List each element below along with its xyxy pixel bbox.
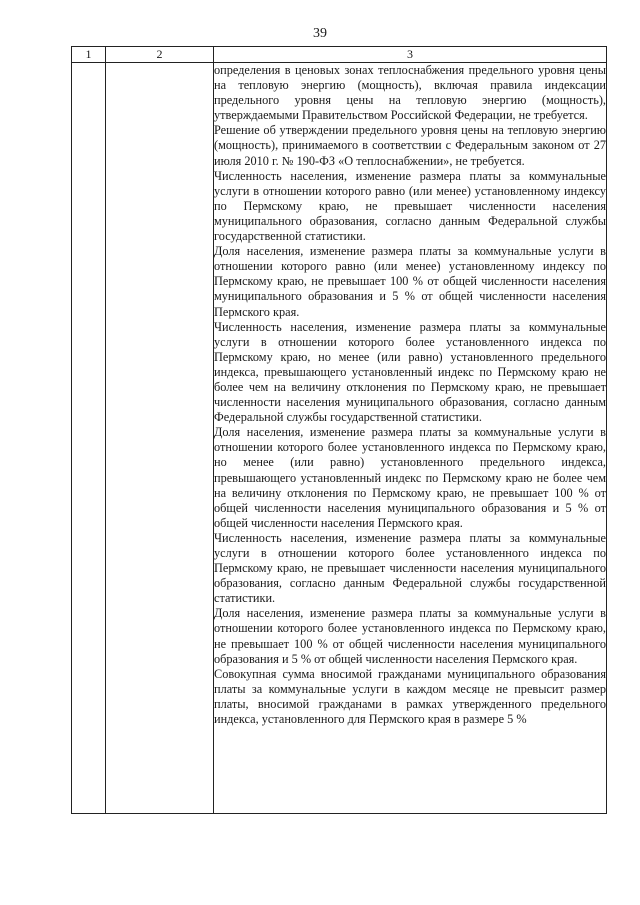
column-header-2: 2 xyxy=(106,47,214,63)
paragraph: Численность населения, изменение размера платы за коммунальные услуги в отношении которого более установленного индекса по Пермскому краю, но менее (или равно) установленного предельного индекса, превышающего установленный индекс по Пермскому краю не более чем на величину отклонения по Пермскому краю, не превышает численности населения муниципального образования, согласно данным Федеральной службы государственной статистики. xyxy=(214,319,606,425)
paragraph: Численность населения, изменение размера платы за коммунальные услуги в отношении которого более установленного индекса по Пермскому краю, не превышает численности населения муниципального образования, согласно данным Федеральной службы государственной статистики. xyxy=(214,530,606,606)
paragraph: Доля населения, изменение размера платы за коммунальные услуги в отношении которого более установленного индекса по Пермскому краю, не превышает 100 % от общей численности населения муниципального образования и 5 % от общей численности населения Пермского края. xyxy=(214,606,606,666)
paragraph: Решение об утверждении предельного уровня цены на тепловую энергию (мощность), принимаемого в соответствии с Федеральным законом от 27 июля 2010 г. № 190-ФЗ «О теплоснабжении», не требуется. xyxy=(214,123,606,168)
table-row xyxy=(72,63,607,814)
column-header-1: 1 xyxy=(72,47,106,63)
paragraph: определения в ценовых зонах теплоснабжения предельного уровня цены на тепловую энергию (мощность), включая правила индексации предельного уровня цены на тепловую энергию (мощность), утверждаемыми Правительством Российской Федерации, не требуется. xyxy=(214,63,606,123)
paragraph: Совокупная сумма вносимой гражданами муниципального образования платы за коммунальные услуги в каждом месяце не превысит размер платы, вносимой гражданами в рамках утвержденного предельного индекса, установленного для Пермского края в размере 5 % xyxy=(214,666,606,727)
cell-col-1 xyxy=(72,63,106,814)
page-number: 39 xyxy=(313,26,327,41)
cell-col-2 xyxy=(106,63,214,814)
table-header-row xyxy=(72,47,607,63)
column-header-3: 3 xyxy=(214,47,607,63)
paragraph: Доля населения, изменение размера платы за коммунальные услуги в отношении которого равно (или менее) установленному индексу по Пермскому краю, не превышает 100 % от общей численности населения муниципального образования и 5 % от общей численности населения Пермского края. xyxy=(214,244,606,319)
paragraph: Доля населения, изменение размера платы за коммунальные услуги в отношении которого более установленного индекса по Пермскому краю, но менее (или равно) установленного предельного индекса, превышающего установленный индекс по Пермскому краю не более чем на величину отклонения по Пермскому краю, не превышает 100 % от общей численности населения муниципального образования и 5 % от общей численности населения Пермского края. xyxy=(214,425,606,530)
document-table xyxy=(71,46,607,814)
paragraph: Численность населения, изменение размера платы за коммунальные услуги в отношении которого равно (или менее) установленному индексу по Пермскому краю, не превышает численности населения муниципального образования, согласно данным Федеральной службы государственной статистики. xyxy=(214,168,606,244)
cell-col-3 xyxy=(214,63,607,814)
